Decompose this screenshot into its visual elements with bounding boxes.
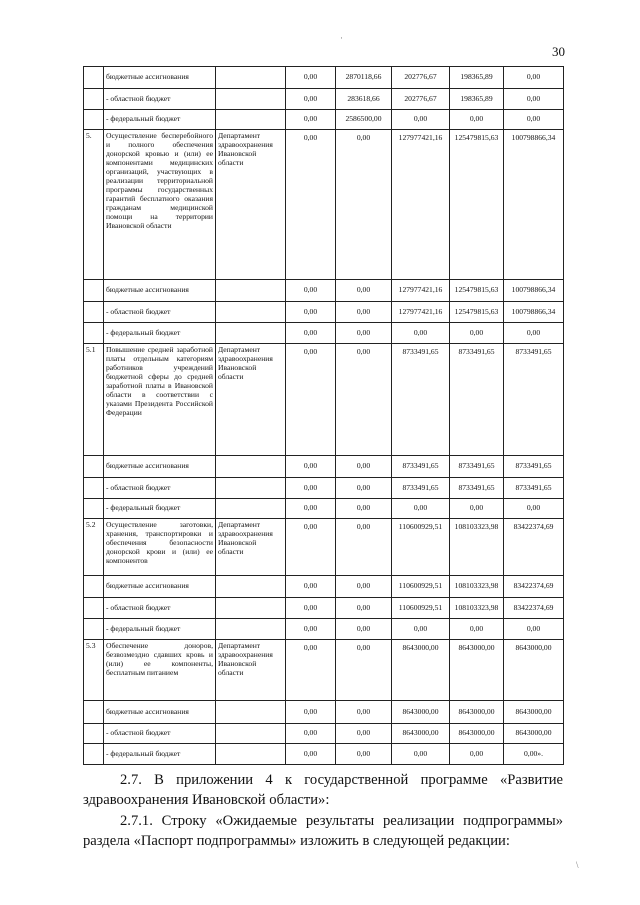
- responsible-executor: [216, 280, 286, 302]
- table-row: [84, 302, 564, 323]
- row-number: [84, 598, 104, 619]
- table-row: [84, 499, 564, 519]
- table-row: [84, 110, 564, 130]
- amount-cell: 0,00: [450, 110, 504, 130]
- row-number: [84, 67, 104, 89]
- responsible-executor: [216, 110, 286, 130]
- amount-cell: 0,00: [504, 110, 564, 130]
- amount-cell: 202776,67: [392, 89, 450, 110]
- measure-name: Обеспечение доноров, безвозмездно сдавших кровь и (или) ее компоненты, бесплатным питанием: [104, 640, 216, 701]
- amount-cell: 108103323,98: [450, 576, 504, 598]
- funding-source: бюджетные ассигнования: [104, 701, 216, 724]
- measure-name: Осуществление бесперебойного и полного обеспечения донорской кровью и (или) ее компонентами медицинских организаций, участвующих в реализации территориальной программы государственных гарантий бесплатного оказания гражданам медицинской помощи на территории Ивановской области: [104, 130, 216, 280]
- row-number: [84, 478, 104, 499]
- responsible-executor: [216, 724, 286, 744]
- table-row: [84, 619, 564, 640]
- page-number: 30: [552, 44, 565, 59]
- responsible-executor: [216, 302, 286, 323]
- amount-cell: 0,00: [450, 619, 504, 640]
- amount-cell: 0,00: [392, 744, 450, 765]
- amount-cell: 0,00: [392, 323, 450, 344]
- funding-source: - федеральный бюджет: [104, 744, 216, 765]
- amount-cell: 0,00: [392, 499, 450, 519]
- amount-cell: 8643000,00: [392, 701, 450, 724]
- scan-artifact: ·: [340, 33, 343, 43]
- amount-cell: 8733491,65: [450, 478, 504, 499]
- amount-cell: 8733491,65: [392, 344, 450, 456]
- amount-cell: 0,00: [286, 619, 336, 640]
- amount-cell: 0,00: [286, 302, 336, 323]
- amount-cell: 108103323,98: [450, 519, 504, 576]
- amount-cell: 0,00: [286, 67, 336, 89]
- amount-cell: 2586500,00: [336, 110, 392, 130]
- amount-cell: 0,00: [504, 619, 564, 640]
- amount-cell: 8643000,00: [392, 640, 450, 701]
- row-number: [84, 302, 104, 323]
- amount-cell: 100798866,34: [504, 280, 564, 302]
- row-number: [84, 619, 104, 640]
- responsible-executor: [216, 619, 286, 640]
- amount-cell: 125479815,63: [450, 280, 504, 302]
- amount-cell: 8643000,00: [450, 640, 504, 701]
- funding-source: - федеральный бюджет: [104, 619, 216, 640]
- responsible-executor: [216, 576, 286, 598]
- amount-cell: 125479815,63: [450, 130, 504, 280]
- responsible-executor: Департамент здравоохранения Ивановской области: [216, 640, 286, 701]
- amount-cell: 0,00: [336, 598, 392, 619]
- amount-cell: 0,00: [504, 67, 564, 89]
- amount-cell: 127977421,16: [392, 302, 450, 323]
- amount-cell: 0,00: [286, 280, 336, 302]
- responsible-executor: [216, 478, 286, 499]
- responsible-executor: [216, 744, 286, 765]
- amount-cell: 8733491,65: [392, 456, 450, 478]
- table-row: [84, 89, 564, 110]
- amount-cell: 0,00: [450, 744, 504, 765]
- amount-cell: 108103323,98: [450, 598, 504, 619]
- amount-cell: 83422374,69: [504, 576, 564, 598]
- table-row: [84, 478, 564, 499]
- amount-cell: 0,00: [336, 280, 392, 302]
- table-row-section: [84, 519, 564, 576]
- amount-cell: 8643000,00: [504, 724, 564, 744]
- amount-cell: 8643000,00: [392, 724, 450, 744]
- amount-cell: 0,00: [286, 499, 336, 519]
- responsible-executor: [216, 499, 286, 519]
- amount-cell: 8643000,00: [504, 640, 564, 701]
- table-row: [84, 744, 564, 765]
- amount-cell: 0,00: [286, 478, 336, 499]
- measure-name: Осуществление заготовки, хранения, транспортировки и обеспечения безопасности донорской крови и (или) ее компонентов: [104, 519, 216, 576]
- funding-source: - областной бюджет: [104, 89, 216, 110]
- table-row-section: [84, 130, 564, 280]
- measure-name: Повышение средней заработной платы отдельным категориям работников учреждений бюджетной сферы до средней заработной платы в Ивановской области в соответствии с указами Президента Российской Федерации: [104, 344, 216, 456]
- paragraph-2-7: 2.7. В приложении 4 к государственной программе «Развитие здравоохранения Ивановской области»:: [83, 772, 563, 808]
- amount-cell: 0,00: [336, 724, 392, 744]
- funding-source: бюджетные ассигнования: [104, 67, 216, 89]
- table-row: [84, 280, 564, 302]
- amount-cell: 0,00: [336, 619, 392, 640]
- amount-cell: 0,00: [336, 576, 392, 598]
- amount-cell: 100798866,34: [504, 302, 564, 323]
- funding-source: - федеральный бюджет: [104, 323, 216, 344]
- amount-cell: 8643000,00: [504, 701, 564, 724]
- row-number: 5.2: [84, 519, 104, 576]
- amount-cell: 8733491,65: [450, 344, 504, 456]
- responsible-executor: [216, 456, 286, 478]
- amount-cell: 0,00: [286, 724, 336, 744]
- table-row: [84, 456, 564, 478]
- funding-source: - федеральный бюджет: [104, 110, 216, 130]
- amount-cell: 0,00: [504, 89, 564, 110]
- table-row-section: [84, 640, 564, 701]
- amount-cell: 127977421,16: [392, 280, 450, 302]
- amount-cell: 0,00: [286, 456, 336, 478]
- amount-cell: 0,00: [392, 619, 450, 640]
- amount-cell: 83422374,69: [504, 598, 564, 619]
- responsible-executor: Департамент здравоохранения Ивановской области: [216, 519, 286, 576]
- responsible-executor: [216, 89, 286, 110]
- row-number: [84, 576, 104, 598]
- amount-cell: 0,00: [286, 744, 336, 765]
- row-number: [84, 724, 104, 744]
- row-number: [84, 280, 104, 302]
- amount-cell: 83422374,69: [504, 519, 564, 576]
- amount-cell: 0,00: [504, 323, 564, 344]
- funding-source: бюджетные ассигнования: [104, 280, 216, 302]
- row-number: [84, 744, 104, 765]
- amount-cell: 0,00: [286, 344, 336, 456]
- table-row: [84, 701, 564, 724]
- responsible-executor: [216, 67, 286, 89]
- row-number: [84, 89, 104, 110]
- amount-cell: 127977421,16: [392, 130, 450, 280]
- table-row: [84, 576, 564, 598]
- amount-cell: 0,00: [336, 344, 392, 456]
- amount-cell: 0,00: [286, 598, 336, 619]
- amount-cell: 0,00: [336, 478, 392, 499]
- row-number: [84, 323, 104, 344]
- amount-cell: 0,00: [336, 499, 392, 519]
- amount-cell: 8733491,65: [392, 478, 450, 499]
- amount-cell: 2870118,66: [336, 67, 392, 89]
- row-number: [84, 499, 104, 519]
- amount-cell: 110600929,51: [392, 519, 450, 576]
- amount-cell: 0,00».: [504, 744, 564, 765]
- amount-cell: 0,00: [336, 744, 392, 765]
- row-number: [84, 456, 104, 478]
- responsible-executor: Департамент здравоохранения Ивановской области: [216, 130, 286, 280]
- amount-cell: 0,00: [392, 110, 450, 130]
- amount-cell: 125479815,63: [450, 302, 504, 323]
- amount-cell: 0,00: [336, 701, 392, 724]
- amount-cell: 0,00: [286, 130, 336, 280]
- amount-cell: 0,00: [336, 456, 392, 478]
- row-number: 5.3: [84, 640, 104, 701]
- amount-cell: 8733491,65: [450, 456, 504, 478]
- paragraph-2-7-1: 2.7.1. Строку «Ожидаемые результаты реализации подпрограммы» раздела «Паспорт подпрограммы» изложить в следующей редакции:: [83, 813, 563, 849]
- amount-cell: 202776,67: [392, 67, 450, 89]
- amount-cell: 8733491,65: [504, 478, 564, 499]
- amount-cell: 0,00: [504, 499, 564, 519]
- responsible-executor: Департамент здравоохранения Ивановской области: [216, 344, 286, 456]
- amount-cell: 0,00: [336, 302, 392, 323]
- amount-cell: 0,00: [286, 323, 336, 344]
- responsible-executor: [216, 701, 286, 724]
- amount-cell: 0,00: [450, 323, 504, 344]
- amount-cell: 110600929,51: [392, 576, 450, 598]
- amount-cell: 0,00: [286, 576, 336, 598]
- table-row: [84, 598, 564, 619]
- funding-source: бюджетные ассигнования: [104, 576, 216, 598]
- funding-source: - областной бюджет: [104, 598, 216, 619]
- amount-cell: 0,00: [286, 701, 336, 724]
- amount-cell: 283618,66: [336, 89, 392, 110]
- amount-cell: 198365,89: [450, 67, 504, 89]
- row-number: 5.: [84, 130, 104, 280]
- responsible-executor: [216, 598, 286, 619]
- row-number: [84, 701, 104, 724]
- amount-cell: 8733491,65: [504, 456, 564, 478]
- amount-cell: 8643000,00: [450, 724, 504, 744]
- table-row: [84, 724, 564, 744]
- amount-cell: 110600929,51: [392, 598, 450, 619]
- amount-cell: 0,00: [450, 499, 504, 519]
- table-row: [84, 67, 564, 89]
- table-row: [84, 323, 564, 344]
- funding-source: - областной бюджет: [104, 478, 216, 499]
- table-row-section: [84, 344, 564, 456]
- funding-source: - областной бюджет: [104, 302, 216, 323]
- budget-table: [83, 66, 564, 765]
- amount-cell: 0,00: [336, 130, 392, 280]
- amount-cell: 8733491,65: [504, 344, 564, 456]
- row-number: [84, 110, 104, 130]
- amount-cell: 0,00: [336, 323, 392, 344]
- amount-cell: 0,00: [286, 89, 336, 110]
- amount-cell: 0,00: [286, 110, 336, 130]
- funding-source: - федеральный бюджет: [104, 499, 216, 519]
- funding-source: бюджетные ассигнования: [104, 456, 216, 478]
- amount-cell: 0,00: [336, 640, 392, 701]
- amount-cell: 198365,89: [450, 89, 504, 110]
- amount-cell: 0,00: [286, 640, 336, 701]
- amount-cell: 0,00: [286, 519, 336, 576]
- amount-cell: 100798866,34: [504, 130, 564, 280]
- scan-artifact: \: [576, 860, 579, 870]
- row-number: 5.1: [84, 344, 104, 456]
- funding-source: - областной бюджет: [104, 724, 216, 744]
- amount-cell: 0,00: [336, 519, 392, 576]
- amount-cell: 8643000,00: [450, 701, 504, 724]
- responsible-executor: [216, 323, 286, 344]
